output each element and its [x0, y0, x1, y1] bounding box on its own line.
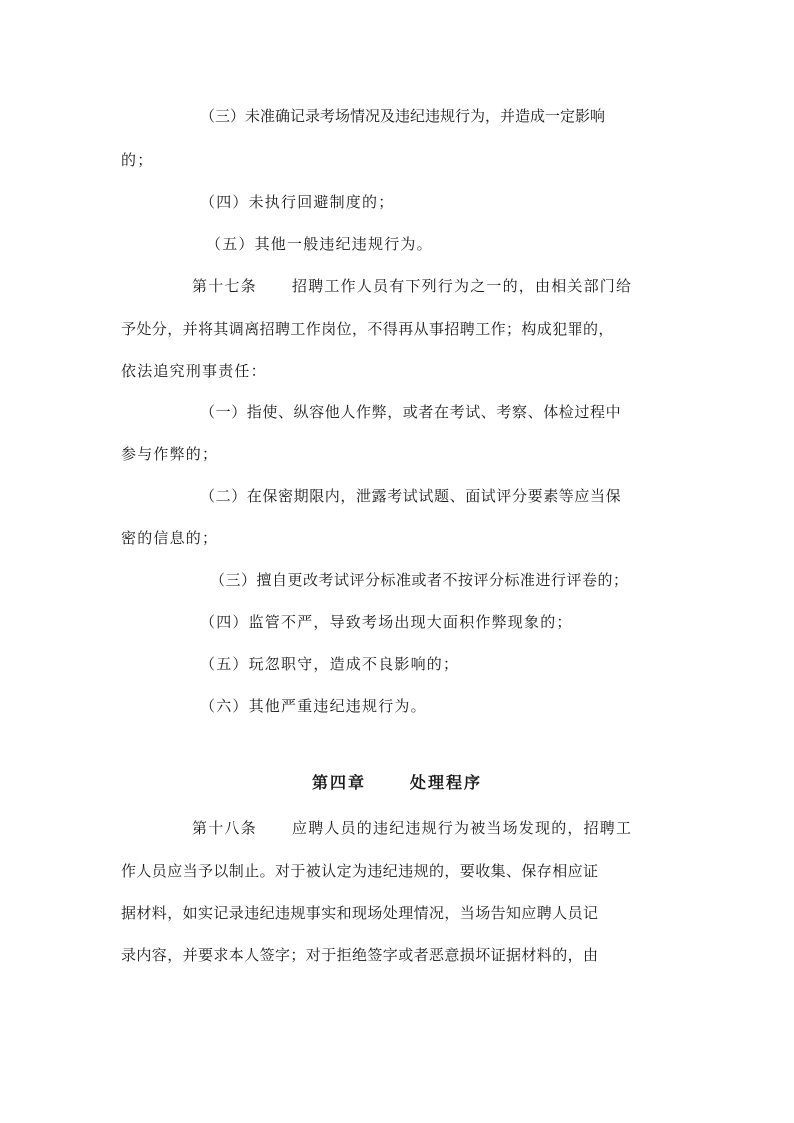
article17-item6: （六）其他严重违纪违规行为。 — [200, 697, 427, 715]
article17-item1-line1: （一）指使、纵容他人作弊，或者在考试、考察、体检过程中 — [200, 403, 622, 421]
article17-item2-line1: （二）在保密期限内，泄露考试试题、面试评分要素等应当保 — [200, 487, 622, 505]
article18-line2: 作人员应当予以制止。对于被认定为违纪违规的，要收集、保存相应证 — [121, 862, 599, 880]
chapter-title: 处理程序 — [410, 773, 483, 792]
article18-line1: 应聘人员的违纪违规行为被当场发现的，招聘工 — [292, 819, 633, 837]
article17-item5: （五）玩忽职守，造成不良影响的； — [200, 655, 460, 673]
article18-number: 第十八条 — [192, 819, 257, 837]
article16-item5: （五）其他一般违纪违规行为。 — [206, 235, 433, 253]
chapter-number: 第四章 — [311, 773, 366, 792]
article18-line3: 据材料，如实记录违纪违规事实和现场处理情况，当场告知应聘人员记 — [121, 904, 599, 922]
article16-item3-text: （三）未准确记录考场情况及违纪违规行为，并造成一定影响 — [200, 107, 606, 125]
article17-line1: 招聘工作人员有下列行为之一的，由相关部门给 — [292, 277, 633, 295]
article17-item4: （四）监管不严，导致考场出现大面积作弊现象的； — [200, 613, 573, 631]
article17-number: 第十七条 — [192, 277, 257, 295]
article17-item3: （三）擅自更改考试评分标准或者不按评分标准进行评卷的； — [210, 571, 629, 589]
article17-item1-line2: 参与作弊的； — [121, 445, 219, 463]
chapter-heading — [0, 772, 794, 794]
article17-item2-line2: 密的信息的； — [121, 529, 219, 547]
article16-item3-line1 — [200, 106, 674, 126]
article17-line3: 依法追究刑事责任： — [121, 362, 267, 380]
article16-item3-line2: 的； — [121, 151, 154, 169]
article17-line2: 予处分，并将其调离招聘工作岗位，不得再从事招聘工作；构成犯罪的， — [121, 320, 614, 338]
article18-line4: 录内容，并要求本人签字；对于拒绝签字或者恶意损坏证据材料的，由 — [121, 946, 599, 964]
article16-item4: （四）未执行回避制度的； — [200, 193, 395, 211]
